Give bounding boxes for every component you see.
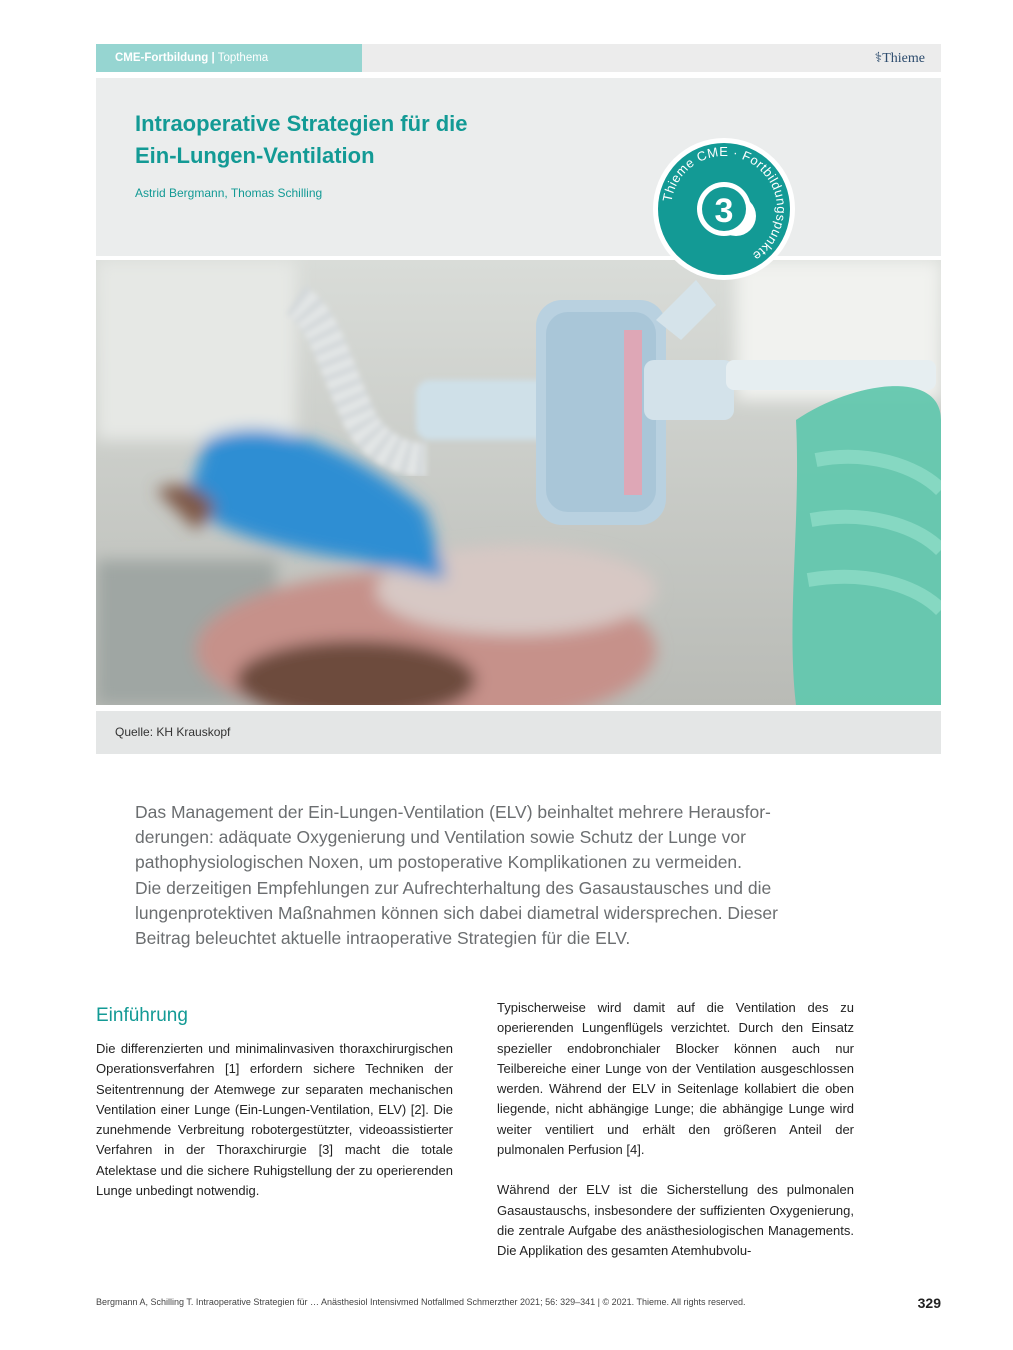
footer-citation: Bergmann A, Schilling T. Intraoperative Strategien für … Anästhesiol Intensivmed Notfallmed Schmerzther 2021; 56: 329–341 | © 2021. Thieme. All rights reserved.	[96, 1297, 746, 1307]
publisher-name: Thieme	[882, 51, 925, 66]
title-line-1: Intraoperative Strategien für die	[135, 111, 468, 136]
body-column-left	[96, 1039, 453, 1221]
header-bar	[96, 44, 941, 72]
figure-caption-bar	[96, 711, 941, 754]
tag-topic: Topthema	[217, 52, 269, 64]
abstract	[135, 800, 835, 951]
section-tag	[96, 44, 362, 72]
body-column-right	[497, 998, 854, 1282]
cme-points-badge	[653, 138, 795, 280]
tag-cme: CME-Fortbildung	[115, 52, 209, 64]
anesthesia-mask-photo	[96, 260, 941, 705]
hero-photo	[96, 260, 941, 705]
body-paragraph: Während der ELV ist die Sicherstellung des pulmonalen Gasaustauschs, insbesondere der suffizienten Oxygenierung, die zentrale Aufgabe des anästhesiologischen Managements. Die Applikation des gesamten Atemhubvolu-	[497, 1182, 854, 1259]
figure-caption: Quelle: KH Krauskopf	[115, 725, 231, 739]
publisher-logo	[875, 50, 925, 67]
abstract-line: Beitrag beleuchtet aktuelle intraoperative Strategien für die ELV.	[135, 928, 631, 949]
page-number: 329	[917, 1295, 941, 1311]
tag-separator: |	[211, 52, 215, 64]
body-paragraph: Die differenzierten und minimalinvasiven thoraxchirurgischen Operationsverfahren [1] erfordern sichere Techniken der Seitentrennung der Atemwege zur separaten mechanischen Ventilation einer Lunge (Ein-Lungen-Ventilation, ELV) [2]. Die zunehmende Verbreitung robotergestützter, videoassistierter Verfahren in der Thoraxchirurgie [3] macht die totale Atelektase und die sichere Ruhigstellung der zu operierenden Lunge unbedingt notwendig.	[96, 1041, 453, 1199]
title-panel	[96, 78, 941, 256]
article-authors: Astrid Bergmann, Thomas Schilling	[135, 186, 323, 200]
section-heading: Einführung	[96, 1005, 188, 1026]
badge-ring-text: Thieme CME · Fortbildungspunkte	[659, 143, 790, 265]
thieme-emblem-icon: ⚕	[874, 51, 883, 66]
abstract-line: pathophysiologischen Noxen, um postoperative Komplikationen zu vermeiden.	[135, 852, 743, 873]
abstract-line: lungenprotektiven Maßnahmen können sich dabei diametral widersprechen. Dieser	[135, 902, 778, 923]
abstract-line: derungen: adäquate Oxygenierung und Ventilation sowie Schutz der Lunge vor	[135, 827, 746, 848]
title-line-2: Ein-Lungen-Ventilation	[135, 143, 375, 168]
abstract-line: Das Management der Ein-Lungen-Ventilation (ELV) beinhaltet mehrere Herausfor-	[135, 802, 771, 822]
abstract-line: Die derzeitigen Empfehlungen zur Aufrechterhaltung des Gasaustausches und die	[135, 877, 772, 898]
article-title	[135, 108, 555, 172]
body-paragraph: Typischerweise wird damit auf die Ventilation des zu operierenden Lungenflügels verzichtet. Durch den Einsatz spezieller endobronchialer Blocker können auch nur Teilbereiche einer Lunge von der Ventilation ausgeschlossen werden. Während der ELV in Seitenlage kollabiert die oben liegende, nicht abhängige Lunge; die abhängige Lunge wird weiter ventiliert und erhält den größeren Anteil der pulmonalen Perfusion [4].	[497, 1000, 854, 1158]
badge-points: 3	[714, 192, 734, 230]
